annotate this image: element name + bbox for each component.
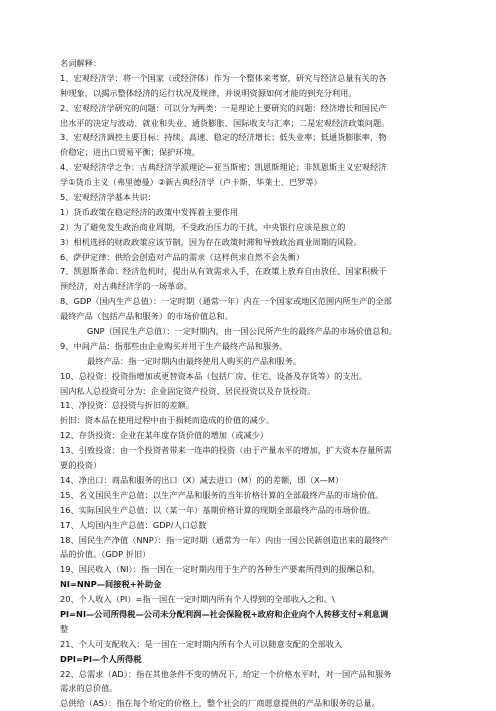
text-line: 国内私人总投资可分为：企业固定资产投资、居民投资以及存货投资。 bbox=[60, 385, 316, 396]
text-line: 品的价值。（GDP 折旧） bbox=[60, 549, 151, 560]
text-line: PI=NI—公司所得税—公司未分配利润—社会保险税+政府和企业向个人转移支付+利息调 bbox=[60, 608, 389, 619]
text-line: 最终产品：指一定时期内由最终使用人购买的产品和服务。 bbox=[87, 355, 302, 366]
text-line: 7、凯恩斯革命：经济危机时，提出从有效需求入手，在政策上放弃自由放任、国家积极干 bbox=[60, 266, 387, 277]
text-line: 14、净出口：商品和服务的出口（X）减去进口（M）的的差额，即（X—M） bbox=[60, 474, 344, 485]
text-line: 折旧：资本品在使用过程中由于损耗而造成的价值的减少。 bbox=[60, 415, 275, 426]
text-line: 22、总需求（AD）：指在其他条件不变的情况下，给定一个价格水平时，对一国产品和服务 bbox=[60, 668, 392, 679]
text-line: 3、宏观经济调控主要目标：持续、高速、稳定的经济增长；低失业率；低通货膨胀率，物 bbox=[60, 132, 387, 143]
text-line: 要的投资） bbox=[60, 460, 102, 471]
text-line: 出水平的决定与波动、就业和失业、通货膨胀、国际收支与汇率；二是宏观经济政策问题。 bbox=[60, 117, 390, 128]
text-line: 1）货币政策在稳定经济的政策中发挥着主要作用 bbox=[60, 206, 239, 217]
text-line: 8、GDP（国内生产总值）：一定时期（通常一年）内在一个国家或地区范围内所生产的全部 bbox=[60, 296, 392, 307]
text-line: 2、宏观经济学研究的问题：可以分为两类：一是理论上要研究的问题：经济增长和国民产 bbox=[60, 102, 387, 113]
text-line: 20、个人收入（PI）=指一国在一定时期内所有个人得到的全部收入之和。\ bbox=[60, 594, 335, 605]
text-line: 最终产品（包括产品和服务）的市场价值总和。 bbox=[60, 311, 233, 322]
text-line: 种现象，以揭示整体经济的运行状况及规律，并说明资源如何才能的到充分利用。 bbox=[60, 87, 357, 98]
text-line: DPI=PI—个人所得税 bbox=[60, 653, 142, 664]
text-line: 9、中间产品：指那些由企业购买并用于生产最终产品和服务。 bbox=[60, 340, 288, 351]
text-line: GNP（国民生产总值）：一定时期内，由一国公民所产生的最终产品的市场价值总和。 bbox=[87, 326, 398, 337]
text-line: 1、宏观经济学：将一个国家（或经济体）作为一个整体来考察，研究与经济总量有关的各 bbox=[60, 72, 387, 83]
text-line: 学①货币主义（弗里德曼）②新古典经济学（卢卡斯、华莱士、巴罗等） bbox=[60, 177, 322, 188]
text-line: 19、国民收入（NI）：指一国在一定时期内用于生产的各种生产要素所得到的报酬总和。 bbox=[60, 564, 380, 575]
text-line: 总供给（AS）：指在每个给定的价格上，整个社会的厂商愿意提供的产品和服务的总量。 bbox=[60, 698, 380, 709]
text-line: 17、人均国内生产总值：GDP/人口总数 bbox=[60, 519, 207, 530]
text-line: 名词解释： bbox=[60, 58, 102, 68]
text-line: 3）相机选择的财政政策应该节制，因为存在政策时滞和导致政治商业周期的风险。 bbox=[60, 236, 362, 247]
text-line: 需求的总价值。 bbox=[60, 683, 118, 694]
text-line: 18、国民生产净值（NNP）：指一定时期（通常为一年）内由一国公民新创造出来的最终产 bbox=[60, 534, 389, 545]
text-line: 13、引致投资：由一个投资者带来一连串的投资（由于产量水平的增加，扩大资本存量所需 bbox=[60, 445, 392, 456]
text-line: 16、实际国民生产总值：以（某一年）基期价格计算的现期全部最终产品的市场价值。 bbox=[60, 504, 376, 515]
text-line: 价稳定；进出口贸易平衡；保护环境。 bbox=[60, 147, 201, 158]
text-line: 10、总投资：投资指增加或更替资本品（包括厂房、住宅、设备及存货等）的支出。 bbox=[60, 370, 368, 381]
text-line: 2）为了避免发生政治商业周期，不受政治压力的干扰，中央银行应该是独立的 bbox=[60, 221, 346, 232]
text-line: 21、个人可支配收入：是一国在一定时期内所有个人可以随意支配的全部收入 bbox=[60, 638, 343, 649]
text-line: 11、净投资：总投资与折旧的差额。 bbox=[60, 400, 195, 411]
text-line: 整 bbox=[60, 623, 69, 634]
document-body bbox=[60, 56, 440, 711]
text-line: NI=NNP—间接税+补助金 bbox=[60, 579, 162, 590]
text-line: 6、萨伊定律：供给会创造对产品的需求（这样供求自然不会失衡） bbox=[60, 251, 305, 262]
text-line: 15、名义国民生产总值：以生产产品和服务的当年价格计算的全部最终产品的市场价值。 bbox=[60, 489, 384, 500]
text-line: 预经济，对古典经济学的一场革命。 bbox=[60, 281, 192, 292]
text-line: 4、宏观经济学之争：古典经济学派理论—亚当斯密；凯恩斯理论；非凯恩斯主义宏观经济 bbox=[60, 162, 387, 173]
text-line: 5、宏观经济学基本共识： bbox=[60, 192, 156, 203]
text-line: 12、存货投资：企业在某年度存货价值的增加（或减少） bbox=[60, 430, 269, 441]
